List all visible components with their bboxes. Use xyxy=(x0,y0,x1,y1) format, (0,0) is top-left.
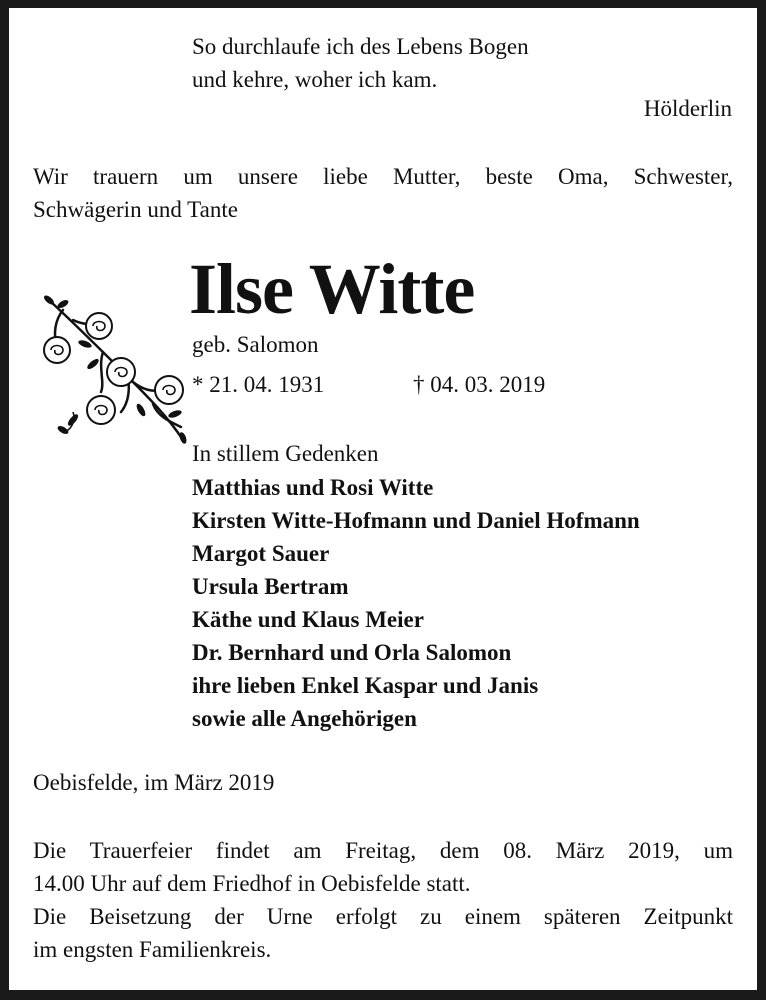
notice-line-4: im engsten Familienkreis. xyxy=(33,937,272,962)
mourner-line: Matthias und Rosi Witte xyxy=(192,475,434,500)
notice-line-3: Die Beisetzung der Urne erfolgt zu einem späteren Zeitpunkt xyxy=(33,904,733,929)
mourner-line: sowie alle Angehörigen xyxy=(192,706,417,731)
mourner-line: Käthe und Klaus Meier xyxy=(192,607,424,632)
notice-line-1: Die Trauerfeier findet am Freitag, dem 08. März 2019, um xyxy=(33,838,733,863)
poem-line-1: So durchlaufe ich des Lebens Bogen xyxy=(192,34,529,59)
poem-author: Hölderlin xyxy=(643,96,732,121)
mourners-list xyxy=(192,471,640,735)
notice-line-2: 14.00 Uhr auf dem Friedhof in Oebisfelde statt. xyxy=(33,871,471,896)
birth-name: geb. Salomon xyxy=(192,332,319,357)
rose-branch-icon xyxy=(33,282,203,447)
poem-line-2: und kehre, woher ich kam. xyxy=(192,67,438,92)
place-date: Oebisfelde, im März 2019 xyxy=(33,770,275,795)
deceased-name: Ilse Witte xyxy=(189,249,475,329)
memory-heading: In stillem Gedenken xyxy=(192,441,379,466)
poem-quote xyxy=(192,30,529,96)
mourner-line: Margot Sauer xyxy=(192,541,330,566)
intro-text xyxy=(33,160,733,226)
mourner-line: ihre lieben Enkel Kaspar und Janis xyxy=(192,673,539,698)
birth-date: * 21. 04. 1931 xyxy=(192,372,325,397)
mourner-line: Dr. Bernhard und Orla Salomon xyxy=(192,640,512,665)
mourner-line: Kirsten Witte-Hofmann und Daniel Hofmann xyxy=(192,508,640,533)
funeral-notice xyxy=(33,834,733,966)
intro-line-1: Wir trauern um unsere liebe Mutter, beste Oma, Schwester, xyxy=(33,164,733,189)
death-date: † 04. 03. 2019 xyxy=(413,372,546,397)
intro-line-2: Schwägerin und Tante xyxy=(33,197,238,222)
obituary-card xyxy=(9,8,757,990)
mourner-line: Ursula Bertram xyxy=(192,574,349,599)
